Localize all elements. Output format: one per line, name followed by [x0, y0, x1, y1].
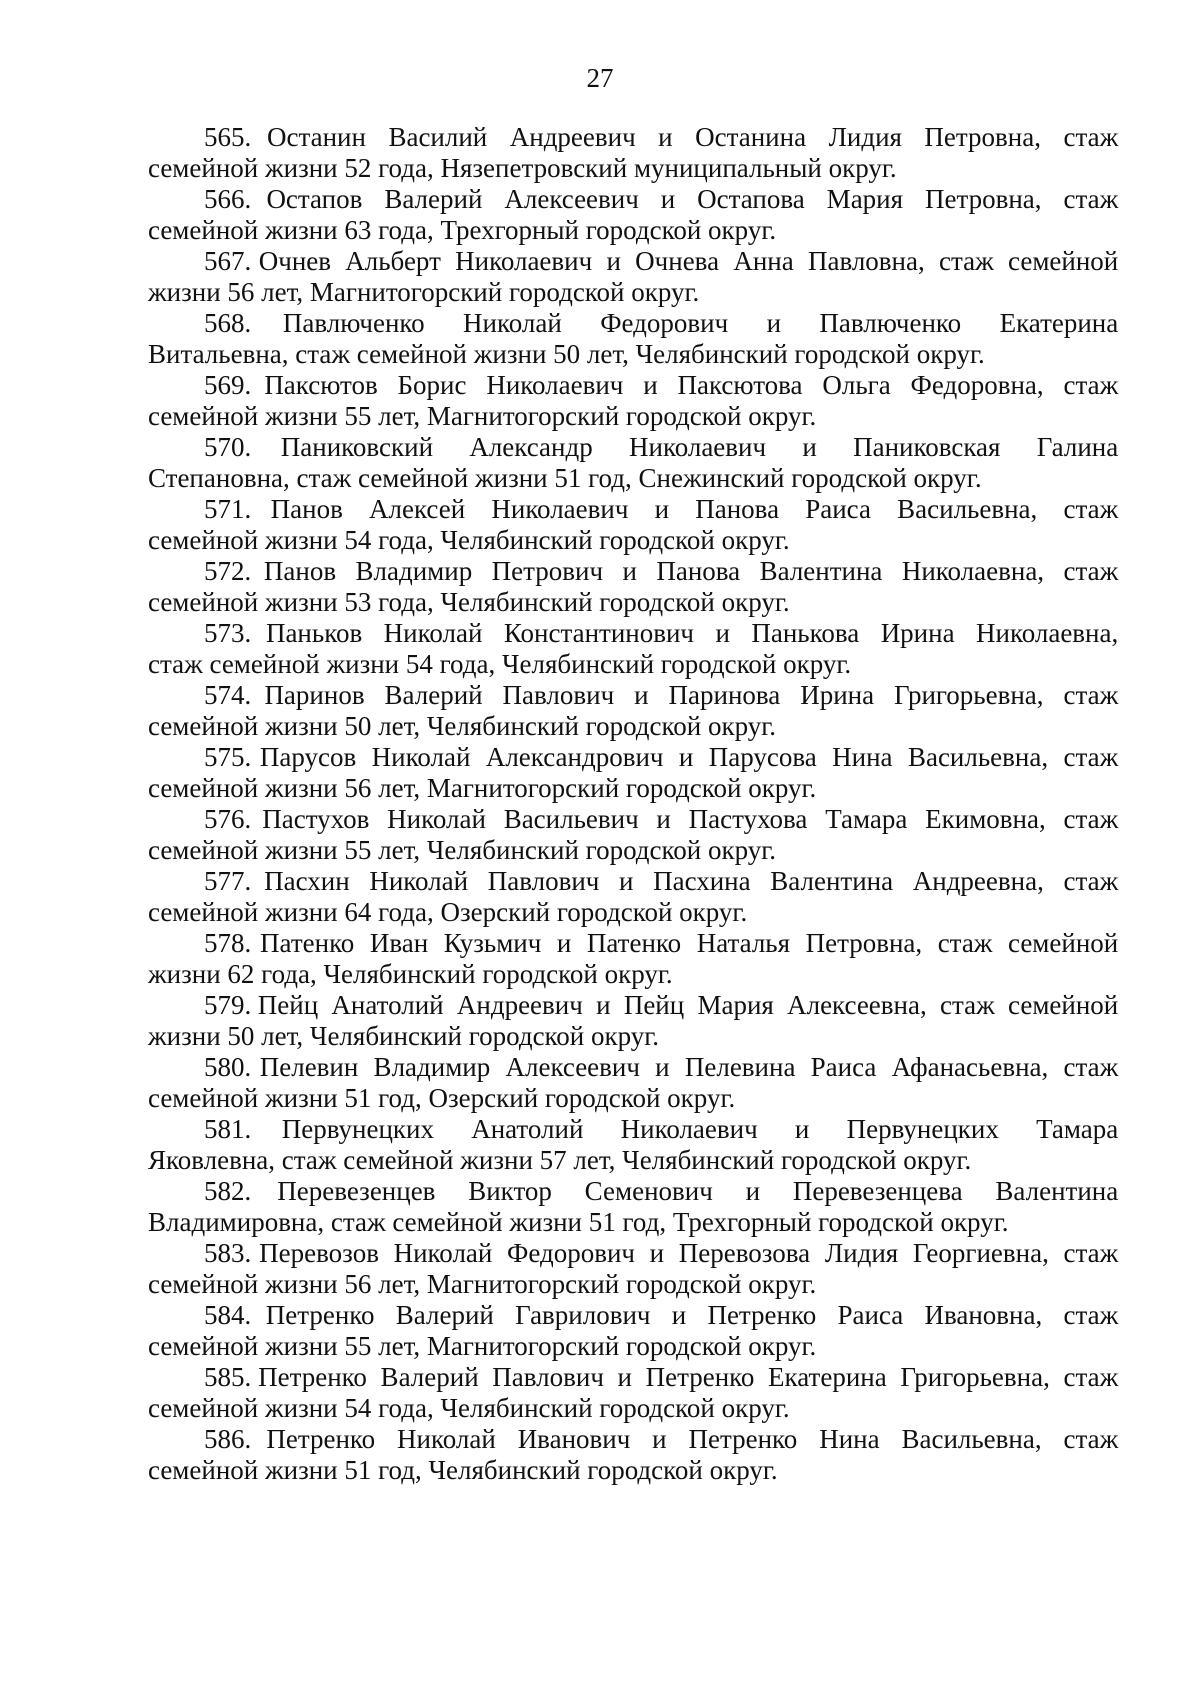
list-item: [148, 680, 1125, 742]
list-item: [148, 1238, 1125, 1300]
entry-text-line2: семейной жизни 53 года, Челябинский городской округ.: [148, 587, 790, 617]
entry-first-line: [148, 1238, 1125, 1269]
entry-first-line: [148, 122, 1125, 153]
entry-number: 566.: [204, 184, 252, 214]
entry-text-line1: Паринов Валерий Павлович и Паринова Ирина Григорьевна, стаж: [264, 680, 1119, 710]
entry-text-line1: Панов Алексей Николаевич и Панова Раиса Васильевна, стаж: [270, 494, 1119, 524]
entry-text-line2: семейной жизни 51 год, Челябинский городской округ.: [148, 1455, 778, 1485]
entry-text-line2: семейной жизни 55 лет, Магнитогорский городской округ.: [148, 401, 817, 431]
entry-number: 585.: [204, 1362, 252, 1392]
entry-list: [148, 122, 1125, 1486]
entry-text-line1: Перевезенцев Виктор Семенович и Перевезенцева Валентина: [277, 1176, 1119, 1206]
entry-number: 573.: [204, 618, 252, 648]
entry-first-line: [148, 494, 1125, 525]
entry-text-line2: семейной жизни 54 года, Челябинский городской округ.: [148, 525, 790, 555]
entry-text-line2: семейной жизни 50 лет, Челябинский городской округ.: [148, 711, 777, 741]
entry-text-line1: Пелевин Владимир Алексеевич и Пелевина Раиса Афанасьевна, стаж: [259, 1052, 1119, 1082]
entry-text-line1: Пастухов Николай Васильевич и Пастухова Тамара Екимовна, стаж: [262, 804, 1119, 834]
entry-text-line2: Витальевна, стаж семейной жизни 50 лет, Челябинский городской округ.: [148, 339, 985, 369]
entry-text-line2: семейной жизни 56 лет, Магнитогорский городской округ.: [148, 773, 817, 803]
entry-text-line2: жизни 56 лет, Магнитогорский городской округ.: [148, 277, 700, 307]
entry-text-line2: стаж семейной жизни 54 года, Челябинский городской округ.: [148, 649, 852, 679]
entry-text-line1: Пасхин Николай Павлович и Пасхина Валентина Андреевна, стаж: [264, 866, 1119, 896]
list-item: [148, 928, 1125, 990]
entry-text-line1: Первунецких Анатолий Николаевич и Первунецких Тамара: [281, 1114, 1119, 1144]
entry-first-line: [148, 370, 1125, 401]
entry-text-line2: семейной жизни 56 лет, Магнитогорский городской округ.: [148, 1269, 817, 1299]
entry-first-line: [148, 1114, 1125, 1145]
entry-text-line2: семейной жизни 52 года, Нязепетровский муниципальный округ.: [148, 153, 897, 183]
entry-first-line: [148, 804, 1125, 835]
entry-first-line: [148, 990, 1125, 1021]
list-item: [148, 804, 1125, 866]
entry-first-line: [148, 618, 1125, 649]
entry-number: 572.: [204, 556, 252, 586]
list-item: [148, 866, 1125, 928]
entry-number: 586.: [204, 1424, 252, 1454]
entry-text-line2: семейной жизни 64 года, Озерский городской округ.: [148, 897, 748, 927]
entry-text-line1: Петренко Валерий Павлович и Петренко Екатерина Григорьевна, стаж: [258, 1362, 1119, 1392]
entry-number: 571.: [204, 494, 252, 524]
entry-text-line1: Перевозов Николай Федорович и Перевозова Лидия Георгиевна, стаж: [259, 1238, 1119, 1268]
entry-first-line: [148, 1424, 1125, 1455]
entry-number: 576.: [204, 804, 252, 834]
entry-number: 569.: [204, 370, 252, 400]
entry-text-line1: Павлюченко Николай Федорович и Павлюченко Екатерина: [282, 308, 1119, 338]
entry-number: 565.: [204, 122, 252, 152]
entry-text-line1: Панов Владимир Петрович и Панова Валентина Николаевна, стаж: [263, 556, 1119, 586]
entry-text-line2: семейной жизни 51 год, Озерский городской округ.: [148, 1083, 736, 1113]
entry-text-line1: Паксютов Борис Николаевич и Паксютова Ольга Федоровна, стаж: [264, 370, 1119, 400]
page-number: 27: [586, 63, 614, 93]
entry-first-line: [148, 246, 1125, 277]
list-item: [148, 1176, 1125, 1238]
entry-first-line: [148, 556, 1125, 587]
entry-text-line2: жизни 62 года, Челябинский городской округ.: [148, 959, 673, 989]
list-item: [148, 618, 1125, 680]
entry-first-line: [148, 742, 1125, 773]
entry-number: 567.: [204, 246, 252, 276]
list-item: [148, 246, 1125, 308]
list-item: [148, 122, 1125, 184]
entry-number: 583.: [204, 1238, 252, 1268]
entry-number: 584.: [204, 1300, 252, 1330]
entry-text-line1: Парусов Николай Александрович и Парусова Нина Васильевна, стаж: [259, 742, 1119, 772]
entry-number: 581.: [204, 1114, 252, 1144]
entry-number: 580.: [204, 1052, 252, 1082]
entry-number: 577.: [204, 866, 252, 896]
list-item: [148, 990, 1125, 1052]
list-item: [148, 1114, 1125, 1176]
entry-first-line: [148, 1176, 1125, 1207]
entry-text-line2: жизни 50 лет, Челябинский городской округ.: [148, 1021, 660, 1051]
entry-number: 579.: [204, 990, 252, 1020]
list-item: [148, 184, 1125, 246]
entry-text-line1: Остапов Валерий Алексеевич и Остапова Мария Петровна, стаж: [266, 184, 1119, 214]
entry-text-line1: Очнев Альберт Николаевич и Очнева Анна Павловна, стаж семейной: [258, 246, 1119, 276]
entry-text-line1: Патенко Иван Кузьмич и Патенко Наталья Петровна, стаж семейной: [260, 928, 1119, 958]
entry-number: 578.: [204, 928, 252, 958]
entry-first-line: [148, 1300, 1125, 1331]
entry-number: 582.: [204, 1176, 252, 1206]
list-item: [148, 742, 1125, 804]
entry-first-line: [148, 928, 1125, 959]
entry-text-line1: Пейц Анатолий Андреевич и Пейц Мария Алексеевна, стаж семейной: [257, 990, 1119, 1020]
entry-number: 574.: [204, 680, 252, 710]
entry-first-line: [148, 432, 1125, 463]
entry-text-line2: Степановна, стаж семейной жизни 51 год, Снежинский городской округ.: [148, 463, 982, 493]
entry-first-line: [148, 1052, 1125, 1083]
entry-first-line: [148, 1362, 1125, 1393]
list-item: [148, 432, 1125, 494]
entry-first-line: [148, 308, 1125, 339]
list-item: [148, 1052, 1125, 1114]
entry-first-line: [148, 680, 1125, 711]
entry-text-line1: Петренко Валерий Гаврилович и Петренко Раиса Ивановна, стаж: [265, 1300, 1119, 1330]
entry-text-line2: семейной жизни 63 года, Трехгорный городской округ.: [148, 215, 777, 245]
list-item: [148, 370, 1125, 432]
list-item: [148, 1362, 1125, 1424]
entry-number: 568.: [204, 308, 252, 338]
entry-first-line: [148, 184, 1125, 215]
entry-text-line1: Паниковский Александр Николаевич и Паниковская Галина: [280, 432, 1119, 462]
entry-text-line1: Паньков Николай Константинович и Панькова Ирина Николаевна,: [265, 618, 1119, 648]
entry-text-line1: Петренко Николай Иванович и Петренко Нина Васильевна, стаж: [266, 1424, 1119, 1454]
entry-text-line2: семейной жизни 54 года, Челябинский городской округ.: [148, 1393, 790, 1423]
entry-first-line: [148, 866, 1125, 897]
list-item: [148, 556, 1125, 618]
entry-text-line1: Останин Василий Андреевич и Останина Лидия Петровна, стаж: [267, 122, 1119, 152]
entry-text-line2: Яковлевна, стаж семейной жизни 57 лет, Челябинский городской округ.: [148, 1145, 972, 1175]
list-item: [148, 308, 1125, 370]
list-item: [148, 494, 1125, 556]
entry-text-line2: семейной жизни 55 лет, Челябинский городской округ.: [148, 835, 777, 865]
entry-text-line2: Владимировна, стаж семейной жизни 51 год, Трехгорный городской округ.: [148, 1207, 1009, 1237]
list-item: [148, 1300, 1125, 1362]
entry-number: 570.: [204, 432, 252, 462]
entry-text-line2: семейной жизни 55 лет, Магнитогорский городской округ.: [148, 1331, 817, 1361]
list-item: [148, 1424, 1125, 1486]
entry-number: 575.: [204, 742, 252, 772]
